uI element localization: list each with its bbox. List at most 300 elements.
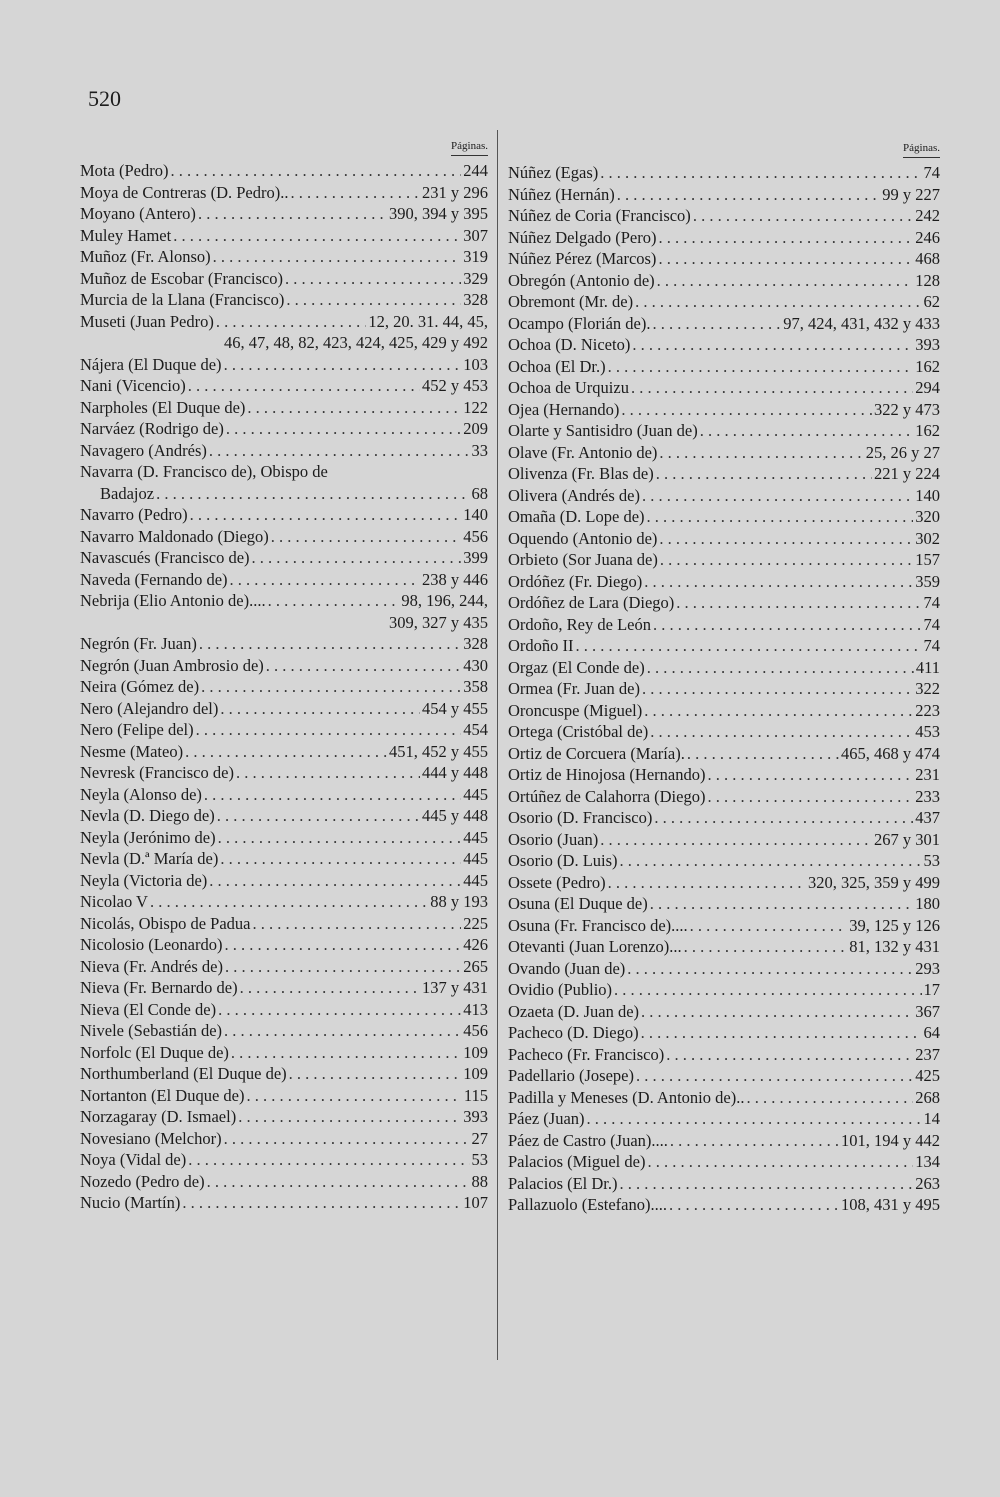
entry-pages: 328 bbox=[463, 634, 488, 653]
index-entry bbox=[508, 162, 940, 184]
entry-name: Osorio (Juan) bbox=[508, 829, 599, 849]
entry-name: Ovidio (Publio) bbox=[508, 980, 613, 999]
index-entry bbox=[80, 741, 488, 763]
entry-name: Navarro (Pedro) bbox=[80, 505, 188, 524]
entry-pages: 81, 132 y 431 bbox=[849, 937, 940, 956]
entry-name: Obregón (Antonio de) bbox=[508, 270, 655, 290]
index-entry bbox=[508, 700, 940, 722]
index-entry bbox=[80, 805, 488, 827]
index-entry bbox=[508, 377, 940, 399]
entry-pages: 64 bbox=[923, 1023, 940, 1042]
entry-pages: 140 bbox=[463, 505, 488, 524]
leader-dots bbox=[182, 1192, 461, 1214]
entry-name: Neyla (Jerónimo de) bbox=[80, 827, 216, 847]
leader-dots bbox=[185, 741, 387, 763]
index-entry bbox=[80, 1085, 488, 1107]
entry-name: Ortega (Cristóbal de) bbox=[508, 722, 649, 741]
entry-name: Moya de Contreras (D. Pedro).. bbox=[80, 182, 289, 202]
leader-dots bbox=[635, 291, 921, 313]
index-entry bbox=[508, 420, 940, 442]
entry-name: Osorio (D. Luis) bbox=[508, 851, 618, 870]
leader-dots bbox=[188, 1149, 469, 1171]
entry-pages: 109 bbox=[463, 1042, 488, 1062]
entry-pages: 109 bbox=[463, 1064, 488, 1083]
entry-name: Ortiz de Corcuera (María). bbox=[508, 743, 685, 763]
leader-dots bbox=[156, 483, 469, 505]
index-entry bbox=[80, 633, 488, 655]
index-entry bbox=[80, 848, 488, 870]
index-entry bbox=[80, 160, 488, 182]
index-entry bbox=[80, 418, 488, 440]
entry-pages: 242 bbox=[915, 206, 940, 225]
entry-name: Ordóñez de Lara (Diego) bbox=[508, 593, 675, 612]
entry-name: Omaña (D. Lope de) bbox=[508, 507, 645, 526]
entry-pages: 180 bbox=[915, 894, 940, 913]
column-divider bbox=[497, 130, 498, 1360]
index-entry bbox=[80, 590, 488, 612]
entry-name: Navagero (Andrés) bbox=[80, 440, 207, 460]
leader-dots bbox=[647, 506, 914, 528]
entry-pages: 293 bbox=[915, 958, 940, 978]
index-entry bbox=[508, 872, 940, 894]
leader-dots bbox=[658, 227, 913, 249]
index-entry bbox=[508, 678, 940, 700]
entry-pages: 444 y 448 bbox=[422, 763, 488, 782]
leader-dots bbox=[209, 440, 470, 462]
leader-dots bbox=[659, 442, 863, 464]
entry-pages: 465, 468 y 474 bbox=[841, 743, 940, 763]
entry-pages: 411 bbox=[915, 657, 940, 677]
left-column bbox=[80, 138, 488, 1214]
entry-pages: 445 bbox=[463, 870, 488, 890]
leader-dots bbox=[170, 160, 461, 182]
entry-name: Ossete (Pedro) bbox=[508, 872, 606, 892]
entry-name: Naveda (Fernando de) bbox=[80, 569, 228, 589]
entry-pages: 134 bbox=[915, 1152, 940, 1171]
entry-name: Navascués (Francisco de) bbox=[80, 548, 250, 567]
entry-pages: 74 bbox=[923, 593, 940, 612]
leader-dots bbox=[627, 958, 913, 980]
index-entry bbox=[508, 334, 940, 356]
index-entry bbox=[508, 893, 940, 915]
leader-dots bbox=[641, 1022, 922, 1044]
leader-dots bbox=[684, 936, 848, 958]
entry-pages: 454 bbox=[463, 720, 488, 739]
entry-pages: 456 bbox=[463, 526, 488, 546]
entry-name: Northumberland (El Duque de) bbox=[80, 1064, 287, 1083]
entry-pages: 103 bbox=[463, 354, 488, 374]
leader-dots bbox=[225, 956, 461, 978]
entry-pages: 99 y 227 bbox=[882, 184, 940, 204]
leader-dots bbox=[647, 1151, 913, 1173]
right-entries bbox=[508, 162, 940, 1216]
index-entry bbox=[80, 870, 488, 892]
index-entry bbox=[508, 979, 940, 1001]
entry-name: Nevla (D. Diego de) bbox=[80, 806, 215, 825]
entry-pages: 157 bbox=[915, 550, 940, 569]
leader-dots bbox=[700, 420, 914, 442]
leader-dots bbox=[199, 633, 461, 655]
entry-name: Muñoz (Fr. Alonso) bbox=[80, 247, 211, 266]
entry-pages: 393 bbox=[463, 1107, 488, 1126]
entry-pages: 221 y 224 bbox=[874, 464, 940, 483]
index-entry bbox=[80, 311, 488, 333]
index-entry bbox=[508, 528, 940, 550]
index-entry bbox=[508, 1022, 940, 1044]
entry-pages: 468 bbox=[915, 249, 940, 268]
leader-dots bbox=[621, 399, 872, 421]
index-entry bbox=[80, 676, 488, 698]
index-entry bbox=[508, 657, 940, 679]
entry-name: Olarte y Santisidro (Juan de) bbox=[508, 421, 698, 440]
entry-name: Núñez Pérez (Marcos) bbox=[508, 249, 657, 268]
index-entry bbox=[508, 1130, 940, 1152]
leader-dots bbox=[238, 1106, 461, 1128]
leader-dots bbox=[587, 1108, 922, 1130]
leader-dots bbox=[670, 1130, 839, 1152]
entry-name: Páez (Juan) bbox=[508, 1109, 585, 1128]
entry-name: Ordoño II bbox=[508, 636, 574, 655]
entry-pages: 445 bbox=[463, 784, 488, 804]
entry-pages: 108, 431 y 495 bbox=[841, 1195, 940, 1214]
index-entry bbox=[508, 850, 940, 872]
entry-pages: 27 bbox=[471, 1128, 488, 1148]
index-entry bbox=[80, 397, 488, 419]
index-entry bbox=[80, 719, 488, 741]
leader-dots bbox=[198, 203, 387, 225]
leader-dots bbox=[218, 999, 461, 1021]
entry-name: Ochoa de Urquizu bbox=[508, 378, 629, 397]
entry-name: Ochoa (El Dr.) bbox=[508, 356, 606, 376]
index-entry bbox=[80, 1020, 488, 1042]
index-entry bbox=[80, 762, 488, 784]
entry-name: Nozedo (Pedro de) bbox=[80, 1171, 205, 1191]
leader-dots bbox=[226, 418, 461, 440]
index-entry bbox=[508, 635, 940, 657]
entry-name: Norzagaray (D. Ismael) bbox=[80, 1107, 237, 1126]
leader-dots bbox=[196, 719, 462, 741]
leader-dots bbox=[669, 1194, 839, 1216]
index-entry bbox=[80, 934, 488, 956]
entry-name: Pacheco (D. Diego) bbox=[508, 1023, 639, 1042]
entry-pages: 456 bbox=[463, 1021, 488, 1040]
entry-name: Ortúñez de Calahorra (Diego) bbox=[508, 786, 706, 806]
entry-pages: 39, 125 y 126 bbox=[849, 915, 940, 935]
entry-name: Ordóñez (Fr. Diego) bbox=[508, 571, 643, 591]
entry-name: Nucio (Martín) bbox=[80, 1193, 181, 1212]
leader-dots bbox=[620, 850, 922, 872]
leader-dots bbox=[150, 891, 428, 913]
entry-name: Oquendo (Antonio de) bbox=[508, 528, 658, 548]
leader-dots bbox=[204, 784, 461, 806]
entry-pages: 17 bbox=[923, 980, 940, 999]
entry-pages: 328 bbox=[463, 290, 488, 309]
leader-dots bbox=[266, 655, 461, 677]
leader-dots bbox=[647, 657, 914, 679]
leader-dots bbox=[224, 1128, 470, 1150]
entry-name: Badajoz bbox=[100, 483, 155, 503]
entry-pages: 319 bbox=[463, 247, 488, 266]
leader-dots bbox=[660, 549, 913, 571]
column-header-left: Páginas. bbox=[451, 138, 488, 156]
index-entry bbox=[80, 1128, 488, 1150]
entry-pages: 107 bbox=[463, 1193, 488, 1212]
entry-pages: 162 bbox=[915, 356, 940, 376]
leader-dots bbox=[653, 313, 782, 335]
entry-name: Padilla y Meneses (D. Antonio de).. bbox=[508, 1087, 745, 1107]
leader-dots bbox=[207, 1171, 470, 1193]
entry-name: Palacios (Miguel de) bbox=[508, 1152, 646, 1171]
entry-name: Pacheco (Fr. Francisco) bbox=[508, 1044, 665, 1064]
entry-name: Norfolc (El Duque de) bbox=[80, 1042, 229, 1062]
entry-name: Mota (Pedro) bbox=[80, 161, 169, 180]
leader-dots bbox=[213, 246, 462, 268]
index-entry bbox=[508, 227, 940, 249]
index-entry bbox=[508, 571, 940, 593]
leader-dots bbox=[230, 569, 420, 591]
entry-name: Nero (Felipe del) bbox=[80, 720, 194, 739]
entry-name: Orgaz (El Conde de) bbox=[508, 657, 645, 677]
entry-pages: 115 bbox=[463, 1085, 488, 1105]
entry-pages: 294 bbox=[915, 378, 940, 397]
index-entry bbox=[508, 958, 940, 980]
entry-name: Negrón (Fr. Juan) bbox=[80, 634, 197, 653]
entry-pages: 137 y 431 bbox=[422, 978, 488, 997]
leader-dots bbox=[173, 225, 461, 247]
index-entry bbox=[80, 461, 488, 483]
entry-pages: 97, 424, 431, 432 y 433 bbox=[783, 313, 940, 333]
entry-name: Pallazuolo (Estefano).... bbox=[508, 1195, 667, 1214]
leader-dots bbox=[653, 614, 922, 636]
entry-pages: 393 bbox=[915, 335, 940, 354]
entry-name: Navarra (D. Francisco de), Obispo de bbox=[80, 462, 328, 481]
index-entry bbox=[80, 1171, 488, 1193]
entry-pages: 453 bbox=[915, 722, 940, 741]
entry-name: Museti (Juan Pedro) bbox=[80, 311, 214, 331]
entry-name: Narváez (Rodrigo de) bbox=[80, 419, 224, 438]
index-entry bbox=[508, 1001, 940, 1023]
leader-dots bbox=[231, 1042, 461, 1064]
entry-name: Ochoa (D. Niceto) bbox=[508, 335, 631, 354]
entry-name: Núñez (Hernán) bbox=[508, 184, 615, 204]
entry-pages: 238 y 446 bbox=[422, 569, 488, 589]
leader-dots bbox=[225, 934, 462, 956]
leader-dots bbox=[220, 848, 461, 870]
leader-dots bbox=[644, 700, 913, 722]
entry-pages: 359 bbox=[915, 571, 940, 591]
index-entry bbox=[80, 655, 488, 677]
leader-dots bbox=[236, 762, 420, 784]
entry-pages: 320, 325, 359 y 499 bbox=[808, 872, 940, 892]
leader-dots bbox=[614, 979, 921, 1001]
entry-pages: 322 y 473 bbox=[874, 399, 940, 419]
leader-dots bbox=[268, 590, 400, 612]
index-entry bbox=[508, 1108, 940, 1130]
index-entry bbox=[80, 440, 488, 462]
leader-dots bbox=[240, 977, 420, 999]
leader-dots bbox=[600, 829, 872, 851]
entry-pages: 101, 194 y 442 bbox=[841, 1130, 940, 1150]
entry-name: Moyano (Antero) bbox=[80, 204, 196, 223]
index-entry bbox=[508, 614, 940, 636]
entry-pages: 390, 394 y 395 bbox=[389, 204, 488, 223]
index-entry bbox=[508, 1087, 940, 1109]
right-column bbox=[508, 140, 940, 1216]
leader-dots bbox=[693, 205, 913, 227]
entry-pages: 53 bbox=[923, 851, 940, 870]
index-entry bbox=[80, 569, 488, 591]
entry-pages: 25, 26 y 27 bbox=[865, 442, 940, 462]
index-entry bbox=[80, 1106, 488, 1128]
leader-dots bbox=[620, 1173, 914, 1195]
leader-dots bbox=[218, 827, 462, 849]
index-entry bbox=[508, 506, 940, 528]
entry-pages: 162 bbox=[915, 421, 940, 440]
index-entry bbox=[80, 332, 488, 354]
leader-dots bbox=[217, 805, 420, 827]
index-entry bbox=[508, 915, 940, 937]
index-entry bbox=[80, 375, 488, 397]
index-entry bbox=[80, 999, 488, 1021]
entry-pages: 445 bbox=[463, 827, 488, 847]
entry-name: Noya (Vidal de) bbox=[80, 1150, 187, 1169]
index-entry bbox=[508, 291, 940, 313]
leader-dots bbox=[576, 635, 922, 657]
entry-pages: 209 bbox=[463, 419, 488, 438]
index-entry bbox=[508, 356, 940, 378]
index-entry bbox=[508, 1151, 940, 1173]
entry-pages: 128 bbox=[915, 270, 940, 290]
index-entry bbox=[80, 289, 488, 311]
entry-pages: 74 bbox=[923, 163, 940, 182]
leader-dots bbox=[209, 870, 461, 892]
index-entry bbox=[508, 1044, 940, 1066]
column-header-right: Páginas. bbox=[903, 140, 940, 158]
leader-dots bbox=[252, 913, 461, 935]
leader-dots bbox=[252, 547, 462, 569]
entry-pages: 68 bbox=[471, 483, 488, 503]
entry-name: Muley Hamet bbox=[80, 225, 172, 245]
leader-dots bbox=[201, 676, 461, 698]
entry-name: Oroncuspe (Miguel) bbox=[508, 700, 643, 720]
leader-dots bbox=[608, 872, 806, 894]
entry-name: Neyla (Alonso de) bbox=[80, 784, 202, 804]
entry-pages: 309, 327 y 435 bbox=[389, 612, 488, 632]
entry-name: Nieva (El Conde de) bbox=[80, 999, 217, 1019]
entry-pages: 53 bbox=[471, 1150, 488, 1169]
index-entry bbox=[80, 268, 488, 290]
index-entry bbox=[508, 936, 940, 958]
entry-pages: 358 bbox=[463, 677, 488, 696]
entry-name: Núñez Delgado (Pero) bbox=[508, 227, 657, 247]
entry-pages: 62 bbox=[923, 292, 940, 311]
left-entries bbox=[80, 160, 488, 1214]
entry-name: Páez de Castro (Juan).... bbox=[508, 1130, 668, 1150]
entry-name: Ojea (Hernando) bbox=[508, 399, 620, 419]
index-entry bbox=[80, 526, 488, 548]
entry-pages: 265 bbox=[463, 956, 488, 976]
index-entry bbox=[80, 913, 488, 935]
leader-dots bbox=[271, 526, 461, 548]
entry-name: Neyla (Victoria de) bbox=[80, 870, 208, 890]
entry-name: Osuna (El Duque de) bbox=[508, 894, 648, 913]
index-entry bbox=[80, 483, 488, 505]
entry-pages: 399 bbox=[463, 548, 488, 567]
index-entry bbox=[508, 807, 940, 829]
entry-name: Palacios (El Dr.) bbox=[508, 1173, 618, 1193]
entry-name: Navarro Maldonado (Diego) bbox=[80, 526, 269, 546]
page-number: 520 bbox=[88, 86, 121, 111]
leader-dots bbox=[644, 571, 913, 593]
index-entry bbox=[80, 1192, 488, 1214]
entry-pages: 425 bbox=[915, 1066, 940, 1085]
entry-pages: 223 bbox=[915, 700, 940, 720]
leader-dots bbox=[188, 375, 420, 397]
entry-pages: 244 bbox=[463, 161, 488, 180]
entry-name: Nicolosio (Leonardo) bbox=[80, 935, 223, 954]
entry-name: Murcia de la Llana (Francisco) bbox=[80, 290, 285, 309]
entry-pages: 231 bbox=[915, 765, 940, 784]
index-entry bbox=[80, 827, 488, 849]
index-entry bbox=[508, 829, 940, 851]
leader-dots bbox=[600, 162, 921, 184]
leader-dots bbox=[247, 397, 461, 419]
index-entry bbox=[508, 786, 940, 808]
entry-name: Ozaeta (D. Juan de) bbox=[508, 1001, 640, 1021]
entry-name: Nieva (Fr. Andrés de) bbox=[80, 956, 223, 976]
entry-name: Neira (Gómez de) bbox=[80, 677, 200, 696]
entry-pages: 367 bbox=[915, 1001, 940, 1021]
entry-pages: 233 bbox=[915, 786, 940, 806]
entry-pages: 437 bbox=[915, 808, 940, 827]
entry-pages: 122 bbox=[463, 397, 488, 417]
leader-dots bbox=[642, 678, 913, 700]
index-entry bbox=[80, 698, 488, 720]
entry-name: Núñez de Coria (Francisco) bbox=[508, 206, 691, 225]
entry-pages: 445 y 448 bbox=[422, 806, 488, 825]
entry-pages: 88 y 193 bbox=[430, 892, 488, 911]
index-entry bbox=[508, 205, 940, 227]
index-entry bbox=[508, 399, 940, 421]
entry-pages: 46, 47, 48, 82, 423, 424, 425, 429 y 492 bbox=[224, 333, 488, 352]
entry-name: Nesme (Mateo) bbox=[80, 741, 184, 761]
entry-pages: 307 bbox=[463, 225, 488, 245]
leader-dots bbox=[650, 721, 913, 743]
entry-pages: 231 y 296 bbox=[422, 182, 488, 202]
entry-pages: 430 bbox=[463, 655, 488, 675]
leader-dots bbox=[658, 248, 913, 270]
entry-pages: 237 bbox=[915, 1044, 940, 1064]
entry-name: Olivenza (Fr. Blas de) bbox=[508, 464, 654, 483]
leader-dots bbox=[224, 1020, 461, 1042]
entry-name: Olivera (Andrés de) bbox=[508, 485, 640, 505]
entry-pages: 322 bbox=[915, 679, 940, 698]
leader-dots bbox=[687, 743, 839, 765]
leader-dots bbox=[632, 334, 913, 356]
leader-dots bbox=[224, 354, 462, 376]
leader-dots bbox=[631, 377, 913, 399]
entry-name: Núñez (Egas) bbox=[508, 163, 599, 182]
leader-dots bbox=[657, 270, 914, 292]
leader-dots bbox=[690, 915, 848, 937]
index-entry bbox=[508, 463, 940, 485]
entry-pages: 225 bbox=[463, 913, 488, 933]
entry-pages: 74 bbox=[923, 636, 940, 655]
entry-pages: 263 bbox=[915, 1173, 940, 1193]
index-entry bbox=[80, 354, 488, 376]
entry-pages: 302 bbox=[915, 528, 940, 548]
leader-dots bbox=[289, 1063, 462, 1085]
